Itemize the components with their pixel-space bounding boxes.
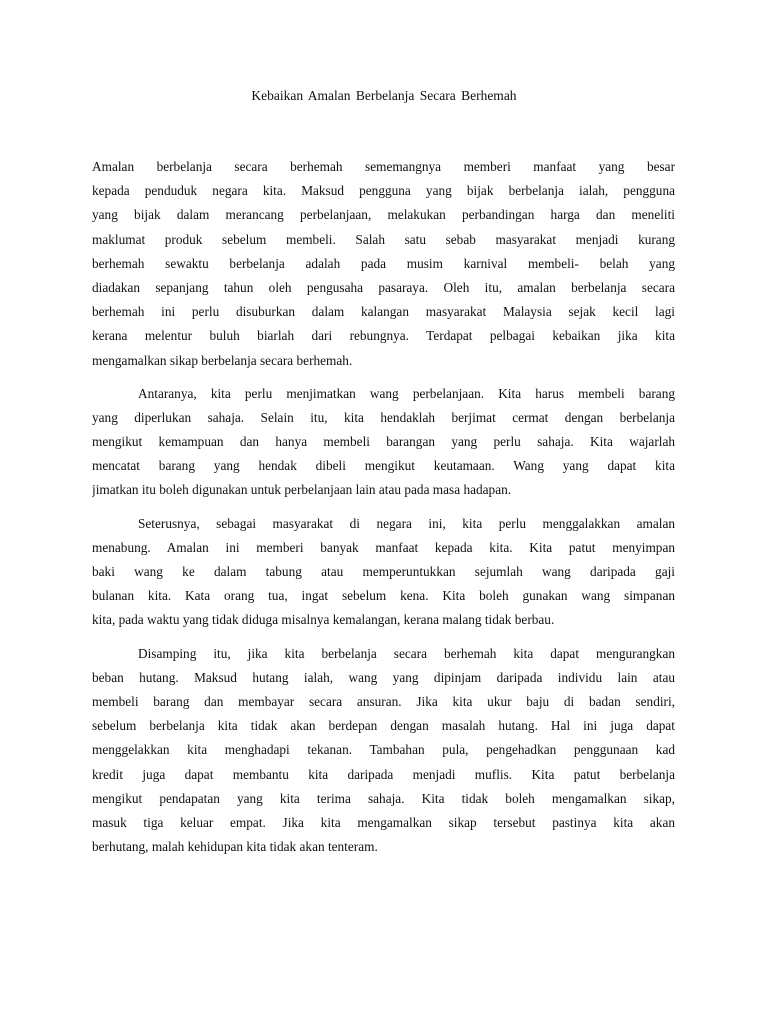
paragraph-1 [92, 155, 675, 373]
text-line: jimatkan itu boleh digunakan untuk perbelanjaan lain atau pada masa hadapan. [92, 482, 512, 498]
text-line: berhutang, malah kehidupan kita tidak akan tenteram. [92, 839, 378, 855]
text-line: mengikut pendapatan yang kita terima sahaja. Kita tidak boleh mengamalkan sikap, [92, 790, 675, 806]
text-line: Amalan berbelanja secara berhemah sememangnya memberi manfaat yang besar [92, 159, 675, 174]
text-line: menabung. Amalan ini memberi banyak manfaat kepada kita. Kita patut menyimpan [92, 539, 675, 555]
text-line: masuk tiga keluar empat. Jika kita mengamalkan sikap tersebut pastinya kita akan [92, 814, 675, 830]
text-line: kepada penduduk negara kita. Maksud pengguna yang bijak berbelanja ialah, pengguna [92, 183, 675, 199]
text-line: berhemah sewaktu berbelanja adalah pada musim karnival membeli- belah yang [92, 255, 675, 271]
text-line: Antaranya, kita perlu menjimatkan wang perbelanjaan. Kita harus membeli barang [138, 385, 675, 401]
text-line: beban hutang. Maksud hutang ialah, wang yang dipinjam daripada individu lain atau [92, 669, 675, 685]
text-line: Disamping itu, jika kita berbelanja secara berhemah kita dapat mengurangkan [138, 645, 675, 661]
text-line: sebelum berbelanja kita tidak akan berdepan dengan masalah hutang. Hal ini juga dapat [92, 718, 675, 734]
text-line: mengikut kemampuan dan hanya membeli barangan yang perlu sahaja. Kita wajarlah [92, 434, 675, 450]
text-line: yang diperlukan sahaja. Selain itu, kita hendaklah berjimat cermat dengan berbelanja [92, 409, 675, 425]
text-line: membeli barang dan membayar secara ansuran. Jika kita ukur baju di badan sendiri, [92, 693, 675, 709]
text-line: maklumat produk sebelum membeli. Salah satu sebab masyarakat menjadi kurang [92, 231, 675, 247]
text-line: yang bijak dalam merancang perbelanjaan, melakukan perbandingan harga dan meneliti [92, 207, 675, 223]
text-line: mencatat barang yang hendak dibeli mengikut keutamaan. Wang yang dapat kita [92, 458, 675, 474]
text-line: berhemah ini perlu disuburkan dalam kalangan masyarakat Malaysia sejak kecil lagi [92, 304, 675, 320]
paragraph-4 [92, 642, 675, 860]
text-line: kerana melentur buluh biarlah dari rebungnya. Terdapat pelbagai kebaikan jika kita [92, 328, 675, 344]
document-body [92, 155, 675, 868]
document-title: Kebaikan Amalan Berbelanja Secara Berhemah [251, 88, 517, 103]
paragraph-2 [92, 382, 675, 503]
text-line: bulanan kita. Kata orang tua, ingat sebelum kena. Kita boleh gunakan wang simpanan [92, 588, 675, 604]
text-line: Seterusnya, sebagai masyarakat di negara ini, kita perlu menggalakkan amalan [138, 515, 675, 531]
text-line: baki wang ke dalam tabung atau memperuntukkan sejumlah wang daripada gaji [92, 564, 675, 579]
paragraph-3 [92, 512, 675, 633]
text-line: kredit juga dapat membantu kita daripada menjadi muflis. Kita patut berbelanja [92, 766, 675, 782]
text-line: diadakan sepanjang tahun oleh pengusaha pasaraya. Oleh itu, amalan berbelanja secara [92, 279, 675, 295]
text-line: kita, pada waktu yang tidak diduga misalnya kemalangan, kerana malang tidak berbau. [92, 612, 555, 628]
text-line: mengamalkan sikap berbelanja secara berhemah. [92, 352, 353, 368]
text-line: menggelakkan kita menghadapi tekanan. Tambahan pula, pengehadkan penggunaan kad [92, 742, 675, 758]
